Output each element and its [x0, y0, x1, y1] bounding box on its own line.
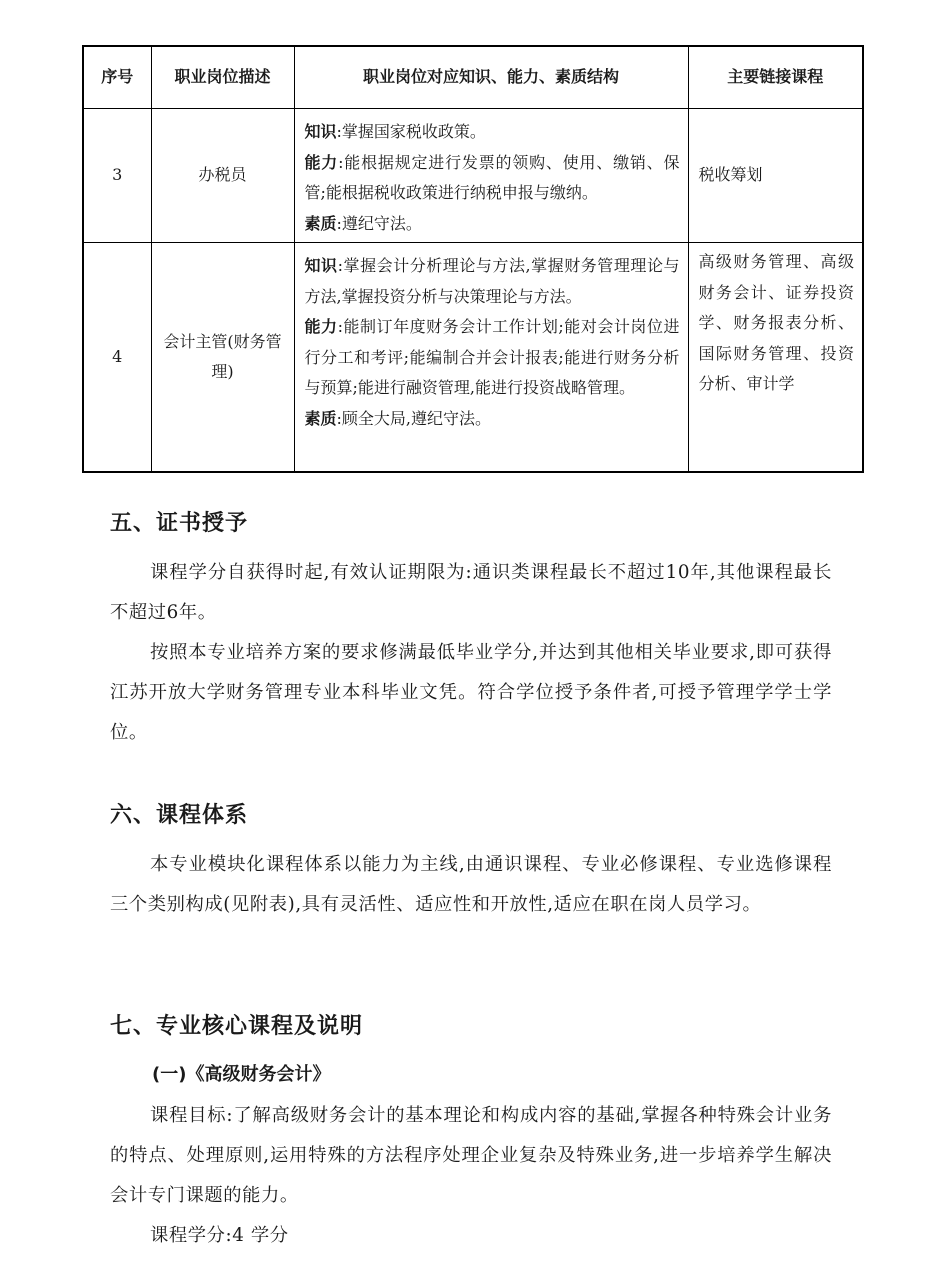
quality-text: :顾全大局,遵纪守法。: [336, 408, 491, 428]
section-7-heading: 七、专业核心课程及说明: [110, 1014, 364, 1039]
knowledge-text: :掌握会计分析理论与方法,掌握财务管理理论与方法,掌握投资分析与决策理论与方法。: [304, 256, 680, 306]
section-5-paragraph-1: 课程学分自获得时起,有效认证期限为:通识类课程最长不超过10年,其他课程最长不超过6年。: [110, 562, 832, 623]
course-goal-paragraph: 课程目标:了解高级财务会计的基本理论和构成内容的基础,掌握各种特殊会计业务的特点、处理原则,运用特殊的方法程序处理企业复杂及特殊业务,进一步培养学生解决会计专门课题的能力。: [110, 1105, 832, 1206]
knowledge-line: [305, 251, 680, 312]
ability-text: :能根据规定进行发票的领购、使用、缴销、保管;能根据税收政策进行纳税申报与缴纳。: [304, 152, 680, 202]
header-courses: 主要链接课程: [688, 46, 863, 109]
course-credit-line: 课程学分:4 学分: [150, 1225, 289, 1246]
section-5-paragraph-2: 按照本专业培养方案的要求修满最低毕业学分,并达到其他相关毕业要求,即可获得江苏开放大学财务管理专业本科毕业文凭。符合学位授予条件者,可授予管理学学士学位。: [110, 642, 832, 743]
header-position: 职业岗位描述: [151, 46, 294, 109]
row-structure: [294, 109, 688, 243]
quality-line: [305, 209, 680, 240]
table-row: [83, 243, 863, 473]
table-header-row: [83, 46, 863, 109]
ability-label: 能力: [304, 152, 339, 172]
job-position-table: [82, 45, 864, 473]
row-position: 办税员: [151, 109, 294, 243]
header-no: 序号: [83, 46, 151, 109]
section-6-paragraph-1: 本专业模块化课程体系以能力为主线,由通识课程、专业必修课程、专业选修课程三个类别构成(见附表),具有灵活性、适应性和开放性,适应在职在岗人员学习。: [110, 854, 832, 915]
quality-label: 素质: [304, 408, 337, 428]
table-row: [83, 109, 863, 243]
row-no: 4: [83, 243, 151, 473]
quality-label: 素质: [304, 213, 337, 233]
row-structure: [294, 243, 688, 473]
ability-line: [305, 312, 680, 404]
course-subheading: (一)《高级财务会计》: [152, 1064, 331, 1085]
row-courses: 高级财务管理、高级财务会计、证券投资学、财务报表分析、国际财务管理、投资分析、审计学: [688, 243, 863, 473]
ability-text: :能制订年度财务会计工作计划;能对会计岗位进行分工和考评;能编制合并会计报表;能进行财务分析与预算;能进行融资管理,能进行投资战略管理。: [304, 317, 680, 397]
section-5-heading: 五、证书授予: [110, 511, 249, 536]
section-6-heading: 六、课程体系: [110, 803, 249, 828]
ability-line: [305, 148, 680, 209]
row-courses: 税收筹划: [688, 109, 863, 243]
knowledge-line: [305, 117, 680, 148]
quality-text: :遵纪守法。: [336, 213, 422, 233]
ability-label: 能力: [304, 317, 338, 336]
row-position: 会计主管(财务管理): [151, 243, 294, 473]
knowledge-label: 知识: [304, 122, 337, 141]
row-no: 3: [83, 109, 151, 243]
knowledge-text: :掌握国家税收政策。: [336, 122, 486, 141]
header-structure: 职业岗位对应知识、能力、素质结构: [294, 46, 688, 109]
quality-line: [305, 404, 680, 435]
knowledge-label: 知识: [304, 256, 338, 275]
